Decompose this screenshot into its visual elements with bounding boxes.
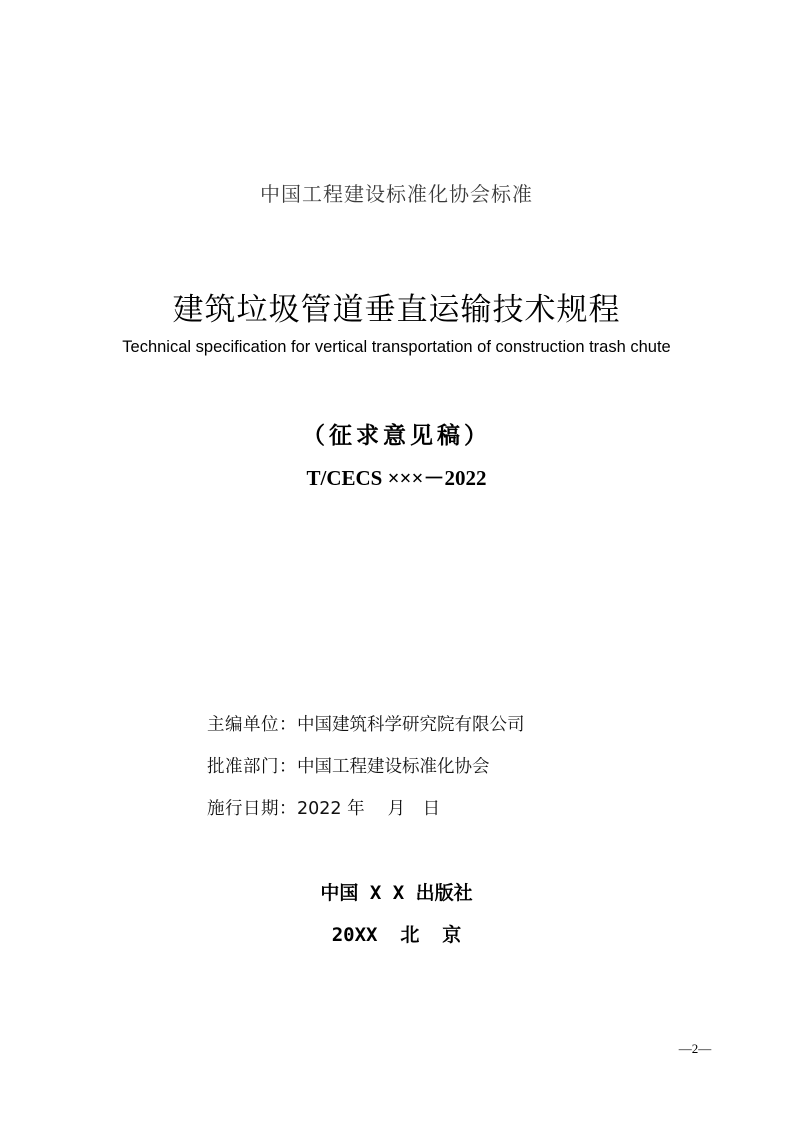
- approval-department-line: [207, 753, 490, 778]
- editor-label: 主编单位：: [207, 715, 297, 735]
- document-title-chinese: 建筑垃圾管道垂直运输技术规程: [172, 292, 621, 328]
- effective-date-line: [207, 795, 440, 820]
- date-label: 施行日期：: [207, 799, 297, 819]
- document-title-english: Technical specification for vertical transportation of construction trash chute: [122, 338, 671, 356]
- draft-status-label: （征求意见稿）: [302, 423, 491, 449]
- standard-code: T/CECS ×××－2022: [306, 466, 487, 490]
- standard-series-heading: 中国工程建设标准化协会标准: [260, 182, 533, 206]
- editor-value: 中国建筑科学研究院有限公司: [297, 715, 525, 735]
- publication-year-place: 20XX 北 京: [331, 924, 462, 946]
- editor-organization-line: [207, 711, 525, 736]
- date-value: 2022 年 月 日: [297, 799, 441, 819]
- approver-label: 批准部门：: [207, 757, 297, 777]
- approver-value: 中国工程建设标准化协会: [297, 757, 490, 777]
- page-number: —2—: [678, 1041, 712, 1056]
- publisher-name: 中国 X X 出版社: [320, 882, 473, 904]
